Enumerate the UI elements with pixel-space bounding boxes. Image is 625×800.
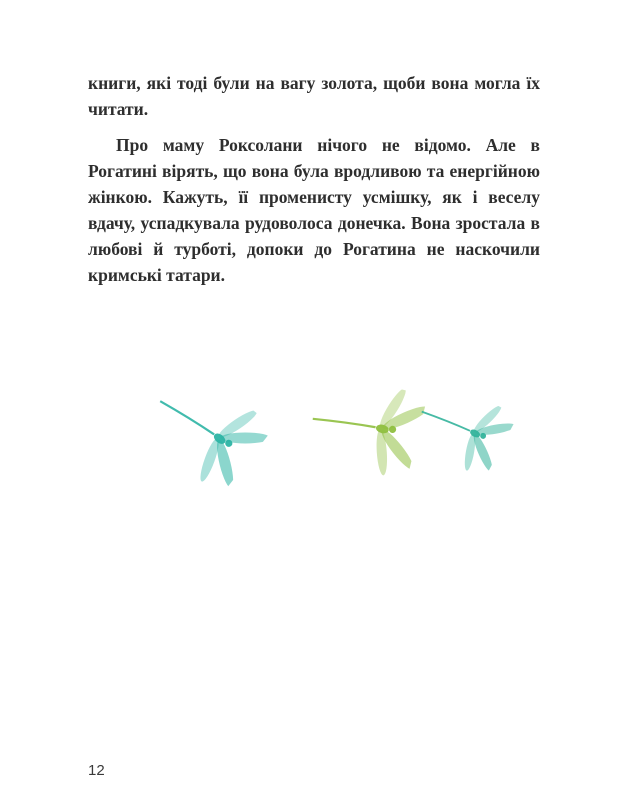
- paragraph-continuation: книги, які тоді були на вагу золота, щоби вона могла їх читати.: [88, 73, 540, 119]
- page-number: 12: [88, 762, 105, 779]
- text-block: [88, 70, 540, 298]
- teal-dragonfly-left-icon: [121, 353, 274, 502]
- paragraph-about-mother: Про маму Роксолани нічого не відомо. Але в Рогатині вірять, що вона була вродливою та енергійною жінкою. Кажуть, її променисту усмішку, як і веселу вдачу, успадкувала рудоволоса донечка. Вона зростала в любові й турботі, допоки до Рогатина не наскочили кримські татари.: [88, 135, 540, 285]
- teal-dragonfly-right-icon: [394, 370, 517, 485]
- dragonflies-illustration: [0, 380, 625, 640]
